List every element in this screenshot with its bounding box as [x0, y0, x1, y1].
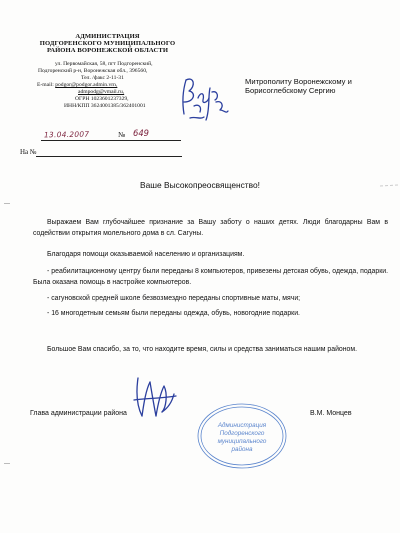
- handwritten-resolution: [172, 62, 242, 132]
- letterhead-title-line: АДМИНИСТРАЦИЯ: [75, 33, 140, 40]
- letterhead-title-line: РАЙОНА ВОРОНЕЖСКОЙ ОБЛАСТИ: [46, 47, 169, 54]
- email-label: E-mail:: [37, 82, 56, 88]
- addressee: [245, 77, 352, 95]
- greeting: Ваше Высокопреосвященство!: [140, 180, 260, 190]
- body-paragraph: [33, 250, 388, 261]
- email-link[interactable]: admpodg@vmail.ru,: [78, 89, 125, 95]
- official-stamp: [196, 402, 288, 470]
- letterhead-phone: Тел. /факс 2-11-31: [81, 75, 124, 81]
- body-text: - реабилитационному центру были переданы 8 компьютеров, привезены детская обувь, одежда, подарки. Была оказана помощь в настройке компьютеров.: [33, 268, 388, 286]
- stamp-line: муниципального: [217, 438, 267, 445]
- margin-mark: [4, 463, 10, 464]
- body-text: - 16 многодетным семьям были переданы одежда, обувь, новогодние подарки.: [47, 310, 300, 317]
- body-paragraph: [33, 309, 388, 320]
- email-link[interactable]: podgor@podgor.admin.vrn,: [55, 82, 118, 88]
- body-text: - сагуновской средней школе безвозмездно переданы спортивные маты, мячи;: [47, 295, 301, 302]
- letterhead-inn: ИНН/КПП 3624001385/362401001: [64, 103, 146, 109]
- body-text: Выражаем Вам глубочайшее признание за Вашу заботу о наших детях. Люди благодарны Вам в содействии открытия молельного дома в сл. Сагуны.: [33, 219, 388, 237]
- letterhead-address: Подгоренский р-н, Воронежская обл., 396560,: [38, 68, 148, 74]
- signatory-position: Глава администрации района: [30, 410, 127, 417]
- body-paragraph: [33, 267, 388, 289]
- margin-mark: [4, 203, 10, 204]
- addressee-line: Борисоглебскому Сергию: [245, 86, 336, 96]
- reference-line: [36, 156, 182, 157]
- letterhead-title-line: ПОДГОРЕНСКОГО МУНИЦИПАЛЬНОГО: [39, 40, 176, 47]
- letterhead-address: ул. Первомайская, 58, пгт Подгоренский,: [55, 61, 153, 67]
- signatory-name: В.М. Монцев: [310, 410, 352, 417]
- registration-number: 649: [133, 128, 149, 138]
- body-text: Большое Вам спасибо, за то, что находите время, силы и средства заниматься нашим районом.: [47, 346, 358, 353]
- stamp-line: района: [231, 446, 253, 453]
- stamp-line: Подгоренского: [219, 430, 265, 437]
- stamp-line: Администрация: [217, 422, 267, 429]
- addressee-line: Митрополиту Воронежскому и: [245, 77, 352, 86]
- body-text: Благодаря помощи оказываемой населению и организациям.: [47, 251, 245, 258]
- reference-label: На №: [20, 148, 37, 156]
- handwritten-signature: [128, 372, 188, 424]
- letterhead-ogrn: ОГРН 1023601237329,: [75, 96, 129, 102]
- body-paragraph: [33, 345, 388, 356]
- body-paragraph: [33, 218, 388, 240]
- registration-number-label: №: [118, 130, 126, 139]
- registration-date: 13.04.2007: [43, 129, 90, 140]
- body-paragraph: [33, 294, 388, 305]
